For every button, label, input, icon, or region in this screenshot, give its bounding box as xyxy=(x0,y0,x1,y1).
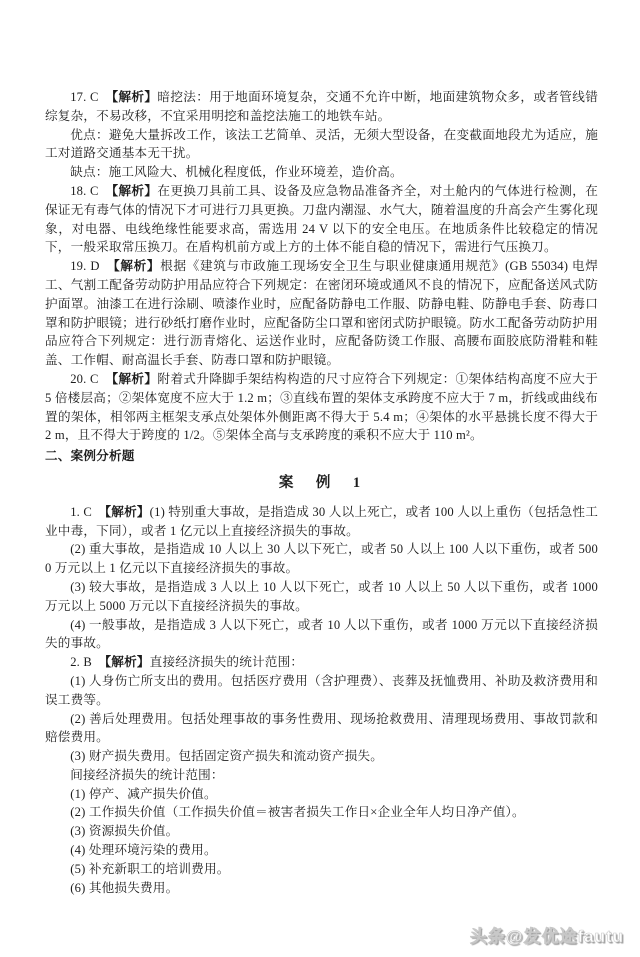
answer-17-disadvantages xyxy=(45,163,598,182)
text-run: 直接经济损失的统计范围： xyxy=(149,655,304,670)
text-run: (2) 重大事故，是指造成 10 人以上 30 人以下死亡，或者 50 人以上 100 人以下重伤，或者 5000 万元以上 1 亿元以下直接经济损失的事故。 xyxy=(45,542,598,576)
text-run: 17. C xyxy=(70,90,112,104)
text-run: (3) 资源损失价值。 xyxy=(70,824,179,839)
bold-label: 【解析】 xyxy=(104,504,150,519)
bold-label: 【解析】 xyxy=(111,90,158,104)
indirect-loss-item5 xyxy=(45,860,598,879)
case1-answer-2 xyxy=(45,653,598,672)
indirect-loss-item6 xyxy=(45,879,598,898)
text-run: 18. C xyxy=(70,183,112,198)
text-run: 附着式升降脚手架结构构造的尺寸应符合下列规定：①架体结构高度不应大于 5 倍楼层高；②架体宽度不应大于 1.2 m；③直线布置的架体支承跨度不应大于 7 m，折线或曲线布置的架体，相邻两主框架支承点处架体外侧距离不得大于 5.4 m；④架体的水平悬挑长度不得大于 2 m，且不得大于跨度的 1/2。⑤架体全高与支承跨度的乘积不应大于 110 m²。 xyxy=(45,371,598,443)
answer-19 xyxy=(45,257,598,370)
direct-loss-item1 xyxy=(45,672,598,710)
text-run: 优点：避免大量拆改工作，该法工艺简单、灵活，无须大型设备，在变截面地段尤为适应，施工对道路交通基本无干扰。 xyxy=(45,127,598,161)
text-run: (2) 善后处理费用。包括处理事故的事务性费用、现场抢救费用、清理现场费用、事故罚款和赔偿费用。 xyxy=(45,711,598,745)
indirect-loss-heading xyxy=(45,766,598,785)
text-run: (3) 财产损失费用。包括固定资产损失和流动资产损失。 xyxy=(70,749,384,764)
text-run: 间接经济损失的统计范围： xyxy=(70,767,224,782)
text-run: (1) 停产、减产损失价值。 xyxy=(70,786,217,801)
bold-label: 二、案例分析题 xyxy=(45,449,135,464)
indirect-loss-item2 xyxy=(45,803,598,822)
bold-label: 案 例 1 xyxy=(278,474,365,491)
text-run: 暗挖法：用于地面环境复杂，交通不允许中断，地面建筑物众多，或者管线错综复杂，不易改移，不宜采用明挖和盖挖法施工的地铁车站。 xyxy=(45,90,598,123)
case1-answer-1-item3 xyxy=(45,578,598,616)
bold-label: 【解析】 xyxy=(104,655,150,670)
direct-loss-item3 xyxy=(45,747,598,766)
case1-answer-1-item2 xyxy=(45,540,598,578)
text-run: (2) 工作损失价值（工作损失价值＝被害者损失工作日×企业全年人均日净产值）。 xyxy=(70,805,525,820)
case-1-title xyxy=(45,474,598,493)
text-run: (4) 处理环境污染的费用。 xyxy=(70,843,217,858)
text-run: (1) 特别重大事故，是指造成 30 人以上死亡，或者 100 人以上重伤（包括急性工业中毒，下同），或者 1 亿元以上直接经济损失的事故。 xyxy=(45,504,599,538)
case1-answer-1-item4 xyxy=(45,616,598,654)
case1-answer-1 xyxy=(45,503,598,541)
text-run: 在更换刀具前工具、设备及应急物品准备齐全，对土舱内的气体进行检测，在保证无有毒气体的情况下才可进行刀具更换。刀盘内潮湿、水气大，随着温度的升高会产生雾化现象，对电器、电线绝缘性能要求高，需选用 24 V 以下的安全电压。在地质条件比较稳定的情况下，一般采取常压换刀。在盾构机前方或上方的土体不能自稳的情况下，需进行气压换刀。 xyxy=(45,183,598,255)
text-run: (4) 一般事故，是指造成 3 人以下死亡，或者 10 人以下重伤，或者 1000 万元以下直接经济损失的事故。 xyxy=(45,617,598,651)
answer-20 xyxy=(45,370,598,445)
text-run: 根据《建筑与市政施工现场安全卫生与职业健康通用规范》(GB 55034) 电焊工、气割工配备劳动防护用品应符合下列规定：在密闭环境或通风不良的情况下，应配备送风式防护面罩。油漆工在进行涂刷、喷漆作业时，应配备防静电工作服、防静电鞋、防静电手套、防毒口罩和防护眼镜；进行砂纸打磨作业时，应配备防尘口罩和密闭式防护眼镜。防水工配备劳动防护用品应符合下列规定：进行沥青熔化、运送作业时，应配备防烫工作服、高腰布面胶底防滑鞋和鞋盖、工作帽、耐高温长手套、防毒口罩和防护眼镜。 xyxy=(45,259,599,368)
direct-loss-item2 xyxy=(45,710,598,748)
indirect-loss-item4 xyxy=(45,841,598,860)
text-run: 20. C xyxy=(70,371,112,386)
text-run: 缺点：施工风险大、机械化程度低，作业环境差，造价高。 xyxy=(70,165,403,180)
answer-17-advantages xyxy=(45,126,598,164)
bold-label: 【解析】 xyxy=(111,183,158,198)
text-run: 1. C xyxy=(70,504,105,519)
answer-18 xyxy=(45,182,598,257)
text-run: (5) 补充新职工的培训费用。 xyxy=(70,861,230,876)
indirect-loss-item3 xyxy=(45,822,598,841)
bold-label: 【解析】 xyxy=(111,371,158,386)
watermark: 头条@发优途fautu xyxy=(469,927,624,946)
bold-label: 【解析】 xyxy=(113,259,161,274)
text-run: (1) 人身伤亡所支出的费用。包括医疗费用（含护理费）、丧葬及抚恤费用、补助及救济费用和误工费等。 xyxy=(45,673,598,707)
indirect-loss-item1 xyxy=(45,785,598,804)
answer-17 xyxy=(45,88,598,126)
text-run: (6) 其他损失费用。 xyxy=(70,880,179,895)
text-run: (3) 较大事故，是指造成 3 人以上 10 人以下死亡，或者 10 人以上 50 人以下重伤，或者 1000 万元以上 5000 万元以下直接经济损失的事故。 xyxy=(45,579,598,613)
text-run: 19. D xyxy=(70,259,114,274)
document-body xyxy=(45,88,598,897)
section-heading-case-analysis xyxy=(45,447,598,466)
text-run: 2. B xyxy=(70,655,105,670)
